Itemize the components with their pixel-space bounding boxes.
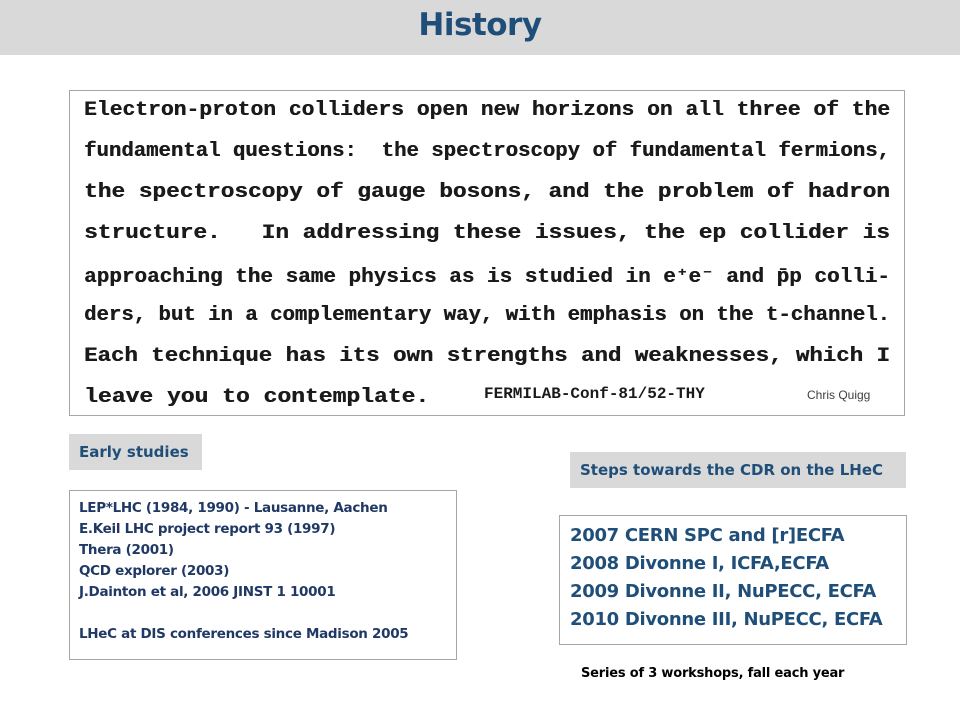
quote-line: leave you to contemplate. — [84, 386, 430, 409]
early-studies-box — [69, 490, 457, 660]
list-item: LHeC at DIS conferences since Madison 2005 — [79, 626, 409, 642]
list-item: J.Dainton et al, 2006 JINST 1 10001 — [79, 584, 336, 600]
quote-line: structure. In addressing these issues, the ep collider is — [84, 222, 890, 245]
quote-line: approaching the same physics as is studied in e⁺e⁻ and p̄p colli- — [84, 266, 890, 289]
steps-box — [559, 515, 907, 645]
quote-line: the spectroscopy of gauge bosons, and the problem of hadron — [84, 181, 890, 204]
list-item: 2010 Divonne III, NuPECC, ECFA — [570, 609, 883, 630]
early-studies-label: Early studies — [69, 434, 202, 470]
workshops-note: Series of 3 workshops, fall each year — [581, 666, 845, 681]
list-item: 2007 CERN SPC and [r]ECFA — [570, 525, 845, 546]
list-item: LEP*LHC (1984, 1990) - Lausanne, Aachen — [79, 500, 388, 516]
reference-label: FERMILAB-Conf-81/52-THY — [484, 385, 705, 403]
quote-line: ders, but in a complementary way, with emphasis on the t-channel. — [84, 304, 890, 327]
list-item: E.Keil LHC project report 93 (1997) — [79, 521, 336, 537]
quote-line: Electron-proton colliders open new horizons on all three of the — [84, 99, 891, 122]
list-spacer — [79, 603, 456, 624]
steps-label: Steps towards the CDR on the LHeC — [570, 452, 906, 488]
page-title: History — [418, 7, 542, 43]
list-item: QCD explorer (2003) — [79, 563, 230, 579]
list-item: 2008 Divonne I, ICFA,ECFA — [570, 553, 829, 574]
quote-line: Each technique has its own strengths and weaknesses, which I — [84, 345, 890, 368]
credit-label: Chris Quigg — [807, 388, 871, 402]
list-item: Thera (2001) — [79, 542, 174, 558]
title-bar — [0, 0, 960, 55]
list-item: 2009 Divonne II, NuPECC, ECFA — [570, 581, 877, 602]
quote-box — [69, 90, 905, 416]
quote-line: fundamental questions: the spectroscopy of fundamental fermions, — [84, 140, 890, 163]
